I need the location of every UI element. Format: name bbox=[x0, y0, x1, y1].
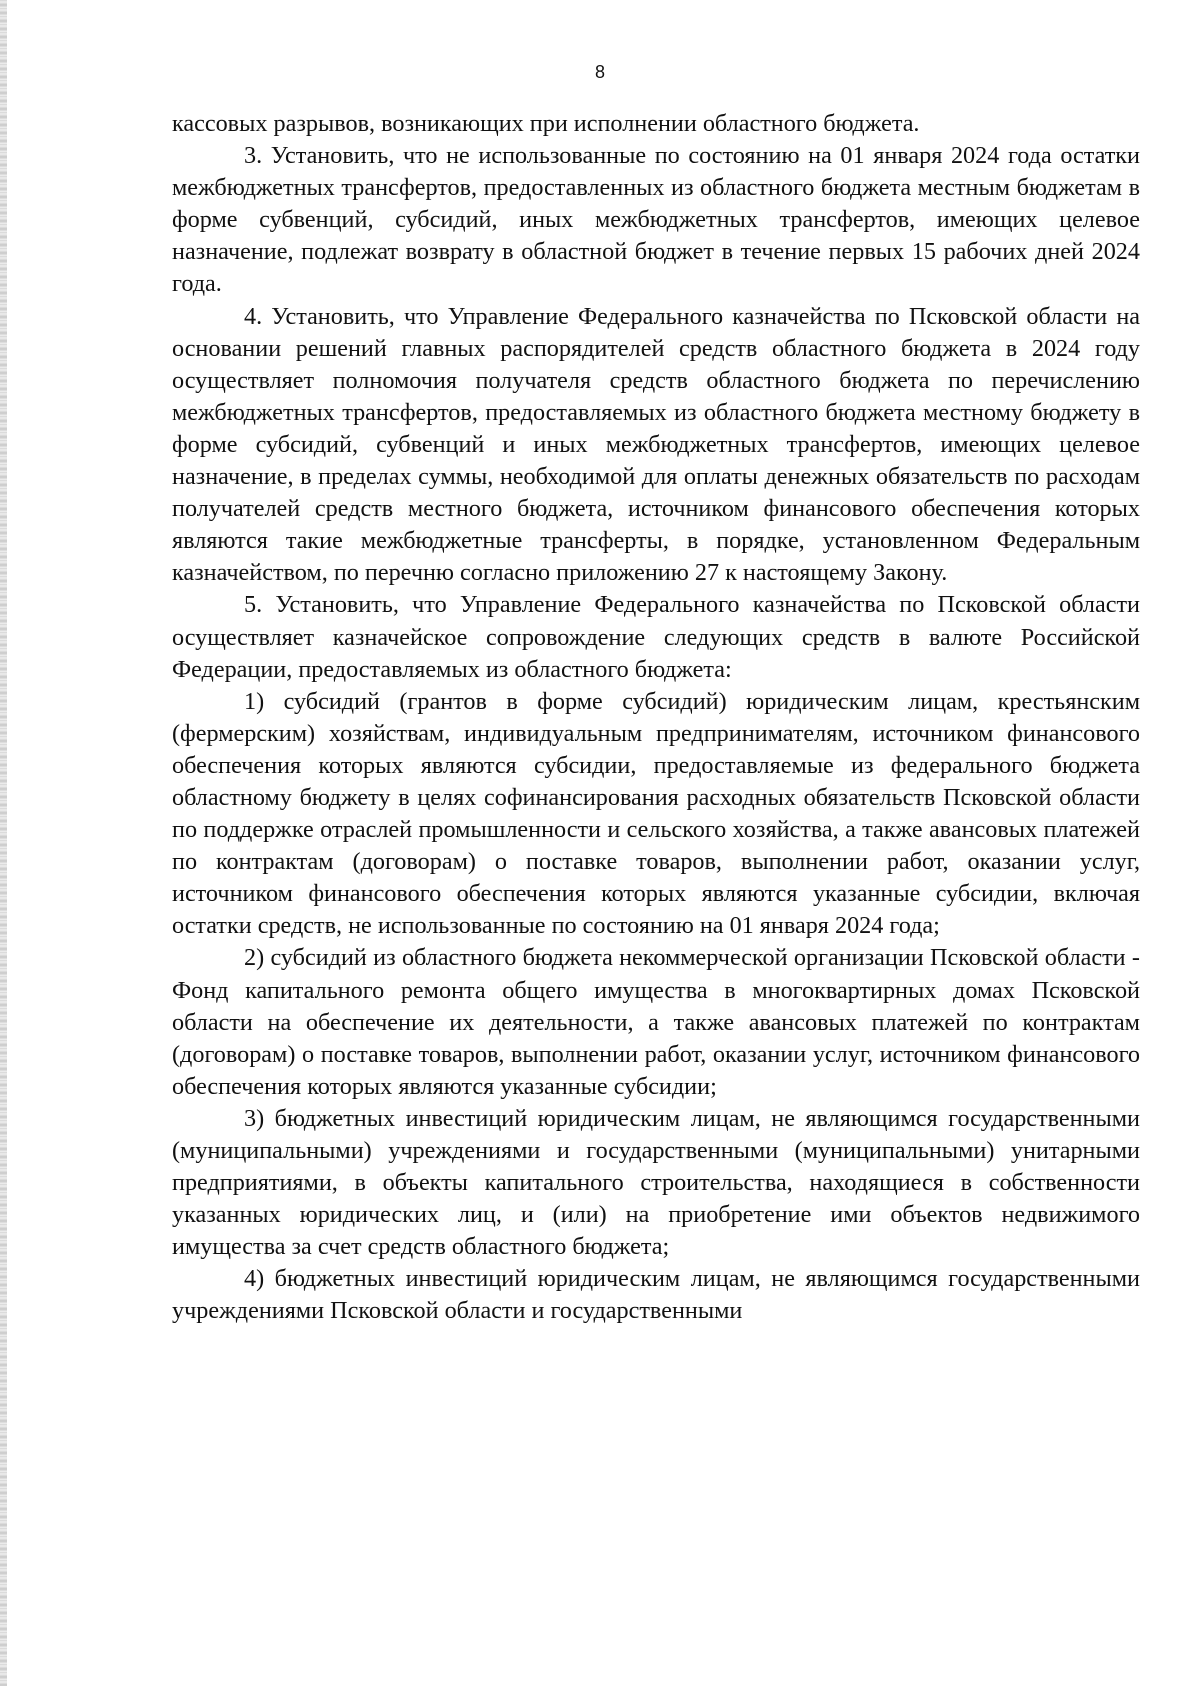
subitem-4: 4) бюджетных инвестиций юридическим лицам, не являющимся государственными учреждениями Псковской области и государственными bbox=[172, 1265, 1140, 1325]
paragraph-item-5: 5. Установить, что Управление Федерального казначейства по Псковской области осуществляет казначейское сопровождение следующих средств в валюте Российской Федерации, предоставляемых из областного бюджета: bbox=[172, 591, 1140, 683]
paragraph-item-4: 4. Установить, что Управление Федерального казначейства по Псковской области на основании решений главных распорядителей средств областного бюджета в 2024 году осуществляет полномочия получателя средств областного бюджета по перечислению межбюджетных трансфертов, предоставляемых из областного бюджета местному бюджету в форме субсидий, субвенций и иных межбюджетных трансфертов, имеющих целевое назначение, в пределах суммы, необходимой для оплаты денежных обязательств по расходам получателей средств местного бюджета, источником финансового обеспечения которых являются такие межбюджетные трансферты, в порядке, установленном Федеральным казначейством, по перечню согласно приложению 27 к настоящему Закону. bbox=[172, 302, 1140, 587]
subitem-2: 2) субсидий из областного бюджета некоммерческой организации Псковской области - Фонд капитального ремонта общего имущества в многоквартирных домах Псковской области на обеспечение их деятельности, а также авансовых платежей по контрактам (договорам) о поставке товаров, выполнении работ, оказании услуг, источником финансового обеспечения которых являются указанные субсидии; bbox=[172, 944, 1140, 1100]
subitem-3: 3) бюджетных инвестиций юридическим лицам, не являющимся государственными (муниципальными) учреждениями и государственными (муниципальными) унитарными предприятиями, в объекты капитального строительства, находящиеся в собственности указанных юридических лиц, и (или) на приобретение ими объектов недвижимого имущества за счет средств областного бюджета; bbox=[172, 1104, 1140, 1261]
paragraph-continuation: кассовых разрывов, возникающих при исполнении областного бюджета. bbox=[172, 110, 920, 137]
document-body bbox=[172, 108, 1140, 1328]
page-number: 8 bbox=[594, 62, 605, 82]
paragraph-item-3: 3. Установить, что не использованные по состоянию на 01 января 2024 года остатки межбюджетных трансфертов, предоставленных из областного бюджета местным бюджетам в форме субвенций, субсидий, иных межбюджетных трансфертов, имеющих целевое назначение, подлежат возврату в областной бюджет в течение первых 15 рабочих дней 2024 года. bbox=[172, 142, 1140, 298]
subitem-1: 1) субсидий (грантов в форме субсидий) юридическим лицам, крестьянским (фермерским) хозяйствам, индивидуальным предпринимателям, источником финансового обеспечения которых являются субсидии, предоставляемые из федерального бюджета областному бюджету в целях софинансирования расходных обязательств Псковской области по поддержке отраслей промышленности и сельского хозяйства, а также авансовых платежей по контрактам (договорам) о поставке товаров, выполнении работ, оказании услуг, источником финансового обеспечения которых являются указанные субсидии, включая остатки средств, не использованные по состоянию на 01 января 2024 года; bbox=[172, 687, 1140, 940]
scan-edge bbox=[0, 0, 7, 1686]
